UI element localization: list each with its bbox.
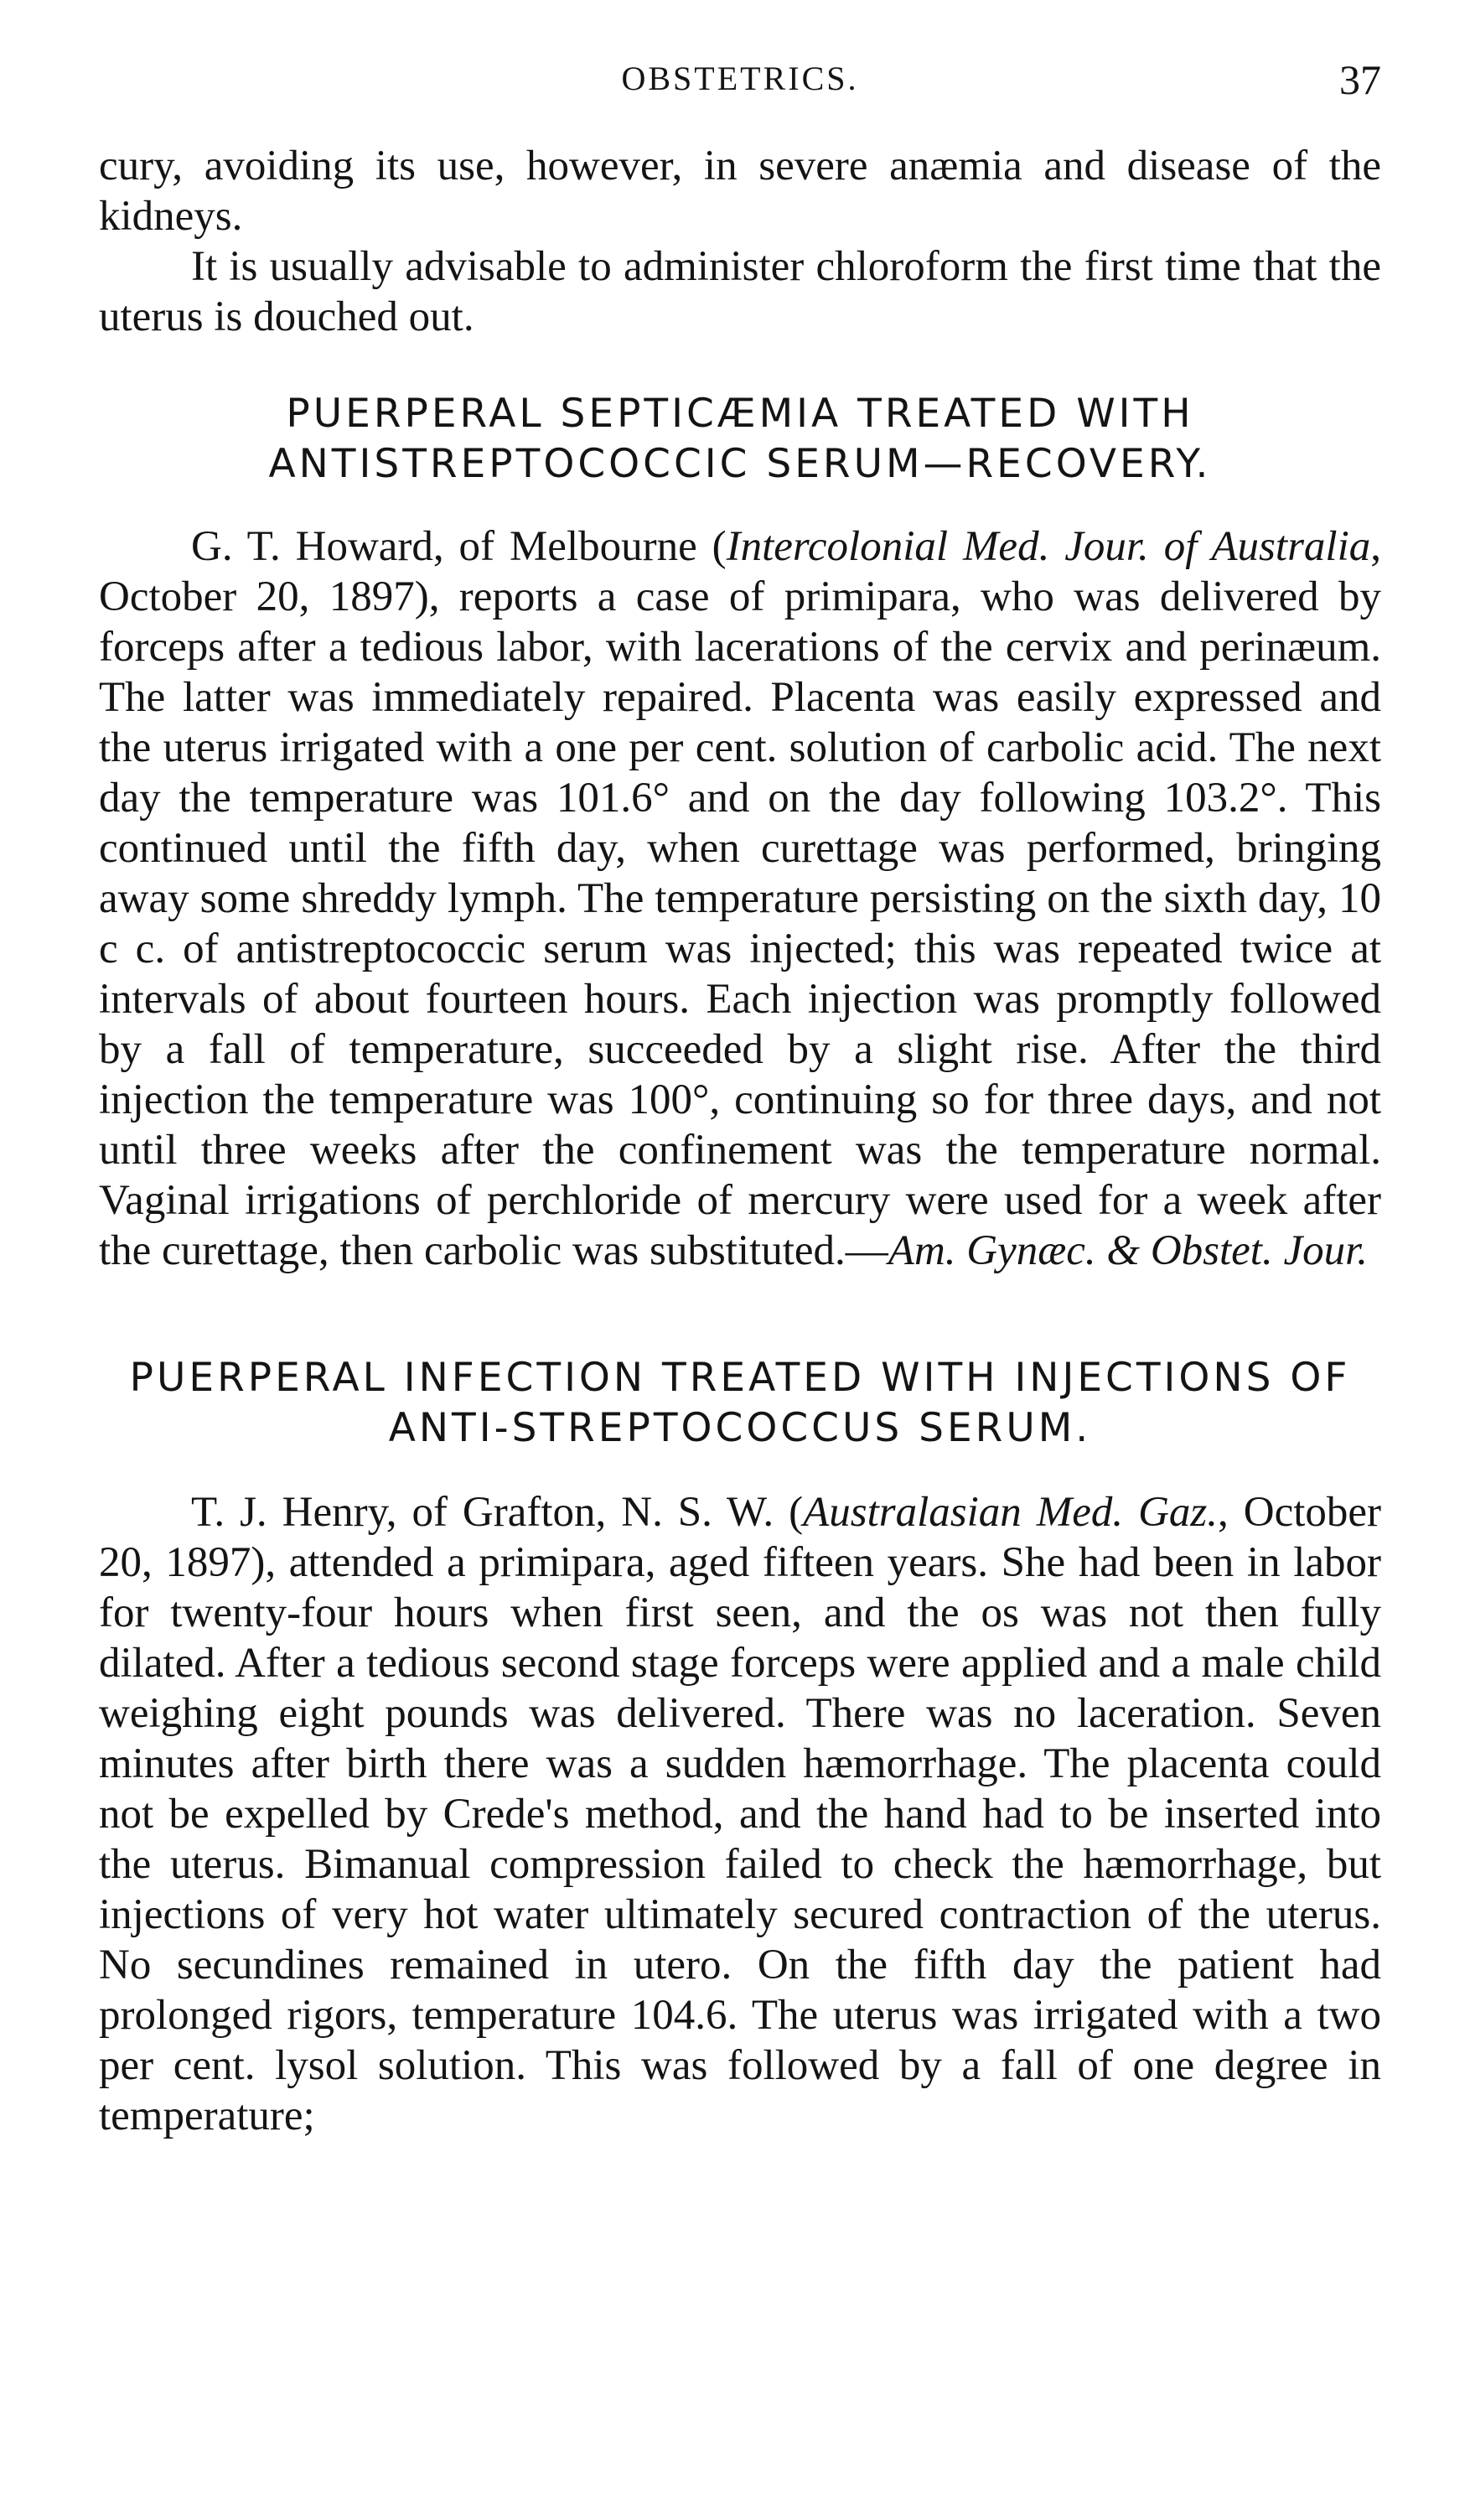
case-report-text: , October 20, 1897), reports a case of primipara, who was delivered by forceps after a tedious labor, with lacerations of the cervix and perinæum. The latter was immediately repaired. Placenta was easily expressed and the uterus irrigated with a one per cent. solution of carbolic acid. The next day the temperature was 101.6° and on the day following 103.2°. This continued until the fifth day, when curettage was performed, bringing away some shreddy lymph. The temperature persisting on the sixth day, 10 c c. of antistreptococcic serum was injected; this was repeated twice at intervals of about fourteen hours. Each injection was promptly followed by a fall of temperature, succeeded by a slight rise. After the third injection the temperature was 100°, continuing so for three days, and not until three weeks after the confinement was the temperature normal. Vaginal irrigations of perchloride of mercury were used for a week after the curettage, then carbolic was substituted.— <box>99 523 1381 1274</box>
continuation-paragraph: cury, avoiding its use, however, in severe anæmia and disease of the kidneys. <box>99 143 1381 240</box>
running-head <box>99 50 1381 109</box>
article-heading-infection: PUERPERAL INFECTION TREATED WITH INJECTIONS OF ANTI-STREPTOCOCCUS SERUM. <box>129 1355 1351 1451</box>
journal-citation: Australasian Med. Gaz. <box>803 1489 1219 1536</box>
chloroform-paragraph: It is usually advisable to administer chloroform the first time that the uterus is douched out. <box>99 243 1381 340</box>
body-text <box>99 141 1381 2141</box>
source-citation: Am. Gynæc. & Obstet. Jour. <box>888 1227 1369 1274</box>
article-heading-septicaemia: PUERPERAL SEPTICÆMIA TREATED WITH ANTISTREPTOCOCCIC SERUM—RECOVERY. <box>268 391 1212 487</box>
journal-citation: Intercolonial Med. Jour. of Australia <box>726 523 1371 570</box>
author-intro: T. J. Henry, of Grafton, N. S. W. ( <box>191 1489 804 1536</box>
running-title: OBSTETRICS. <box>621 60 859 97</box>
article-paragraph-henry <box>99 1487 1381 2141</box>
case-report-text: , October 20, 1897), attended a primipara, aged fifteen years. She had been in labor for twenty-four hours when first seen, and the os was not then fully dilated. After a tedious second stage forceps were applied and a male child weighing eight pounds was delivered. There was no laceration. Seven minutes after birth there was a sudden hæmorrhage. The placenta could not be expelled by Crede's method, and the hand had to be inserted into the uterus. Bimanual compression failed to check the hæmorrhage, but injections of very hot water ultimately secured contraction of the uterus. No secundines remained in utero. On the fifth day the patient had prolonged rigors, temperature 104.6. The uterus was irrigated with a two per cent. lysol solution. This was followed by a fall of one degree in temperature; <box>99 1489 1381 2139</box>
page-number: 37 <box>1339 56 1381 103</box>
author-intro: G. T. Howard, of Melbourne ( <box>191 523 727 570</box>
article-paragraph-howard <box>99 521 1381 1276</box>
